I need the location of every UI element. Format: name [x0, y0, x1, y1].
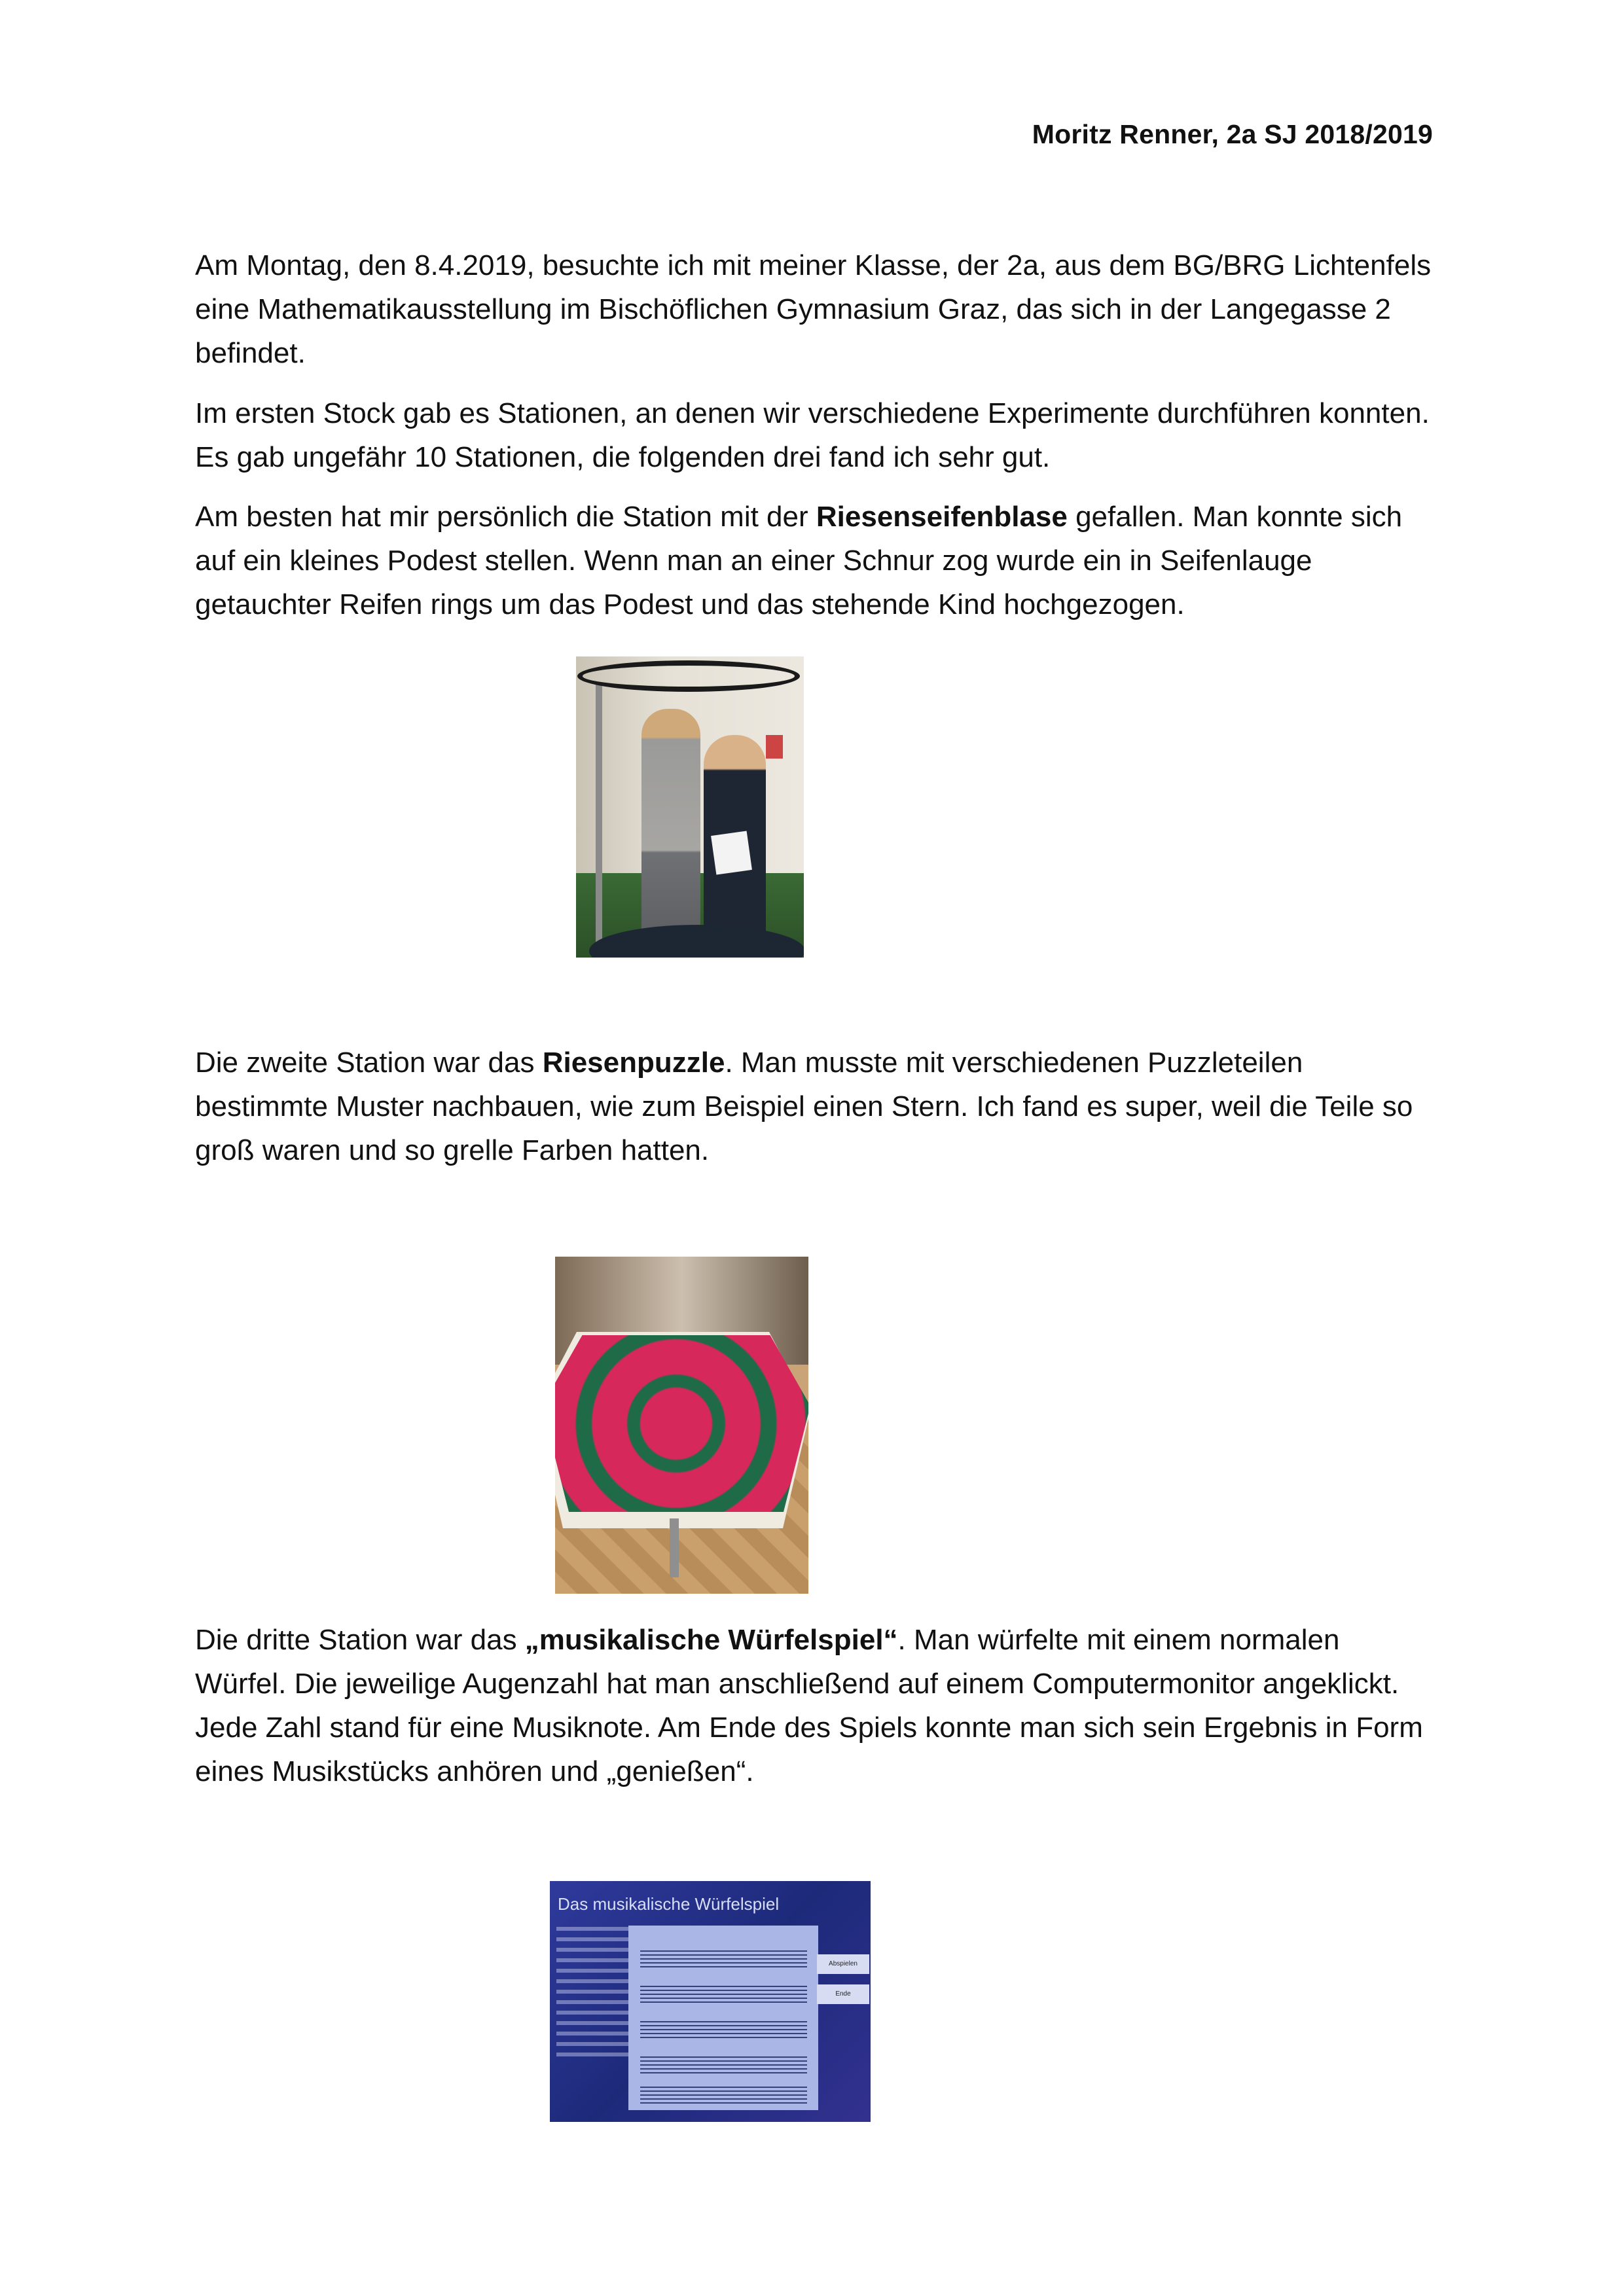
dice-game-term: „musikalische Würfelspiel“	[524, 1624, 898, 1656]
sheet-music	[628, 1926, 818, 2110]
dice-game-paragraph: Die dritte Station war das „musikalische Würfelspiel“. Man würfelte mit einem normalen Würfel. Die jeweilige Augenzahl hat man anschließend auf einem Computermonitor angeklickt. Jede Zahl stand für eine Musiknote. Am Ende des Spiels konnte man sich sein Ergebnis in Form eines Musikstücks anhören und „genießen“.	[195, 1624, 1423, 1787]
screen-play-button: Abspielen	[817, 1954, 869, 1974]
author-header: Moritz Renner, 2a SJ 2018/2019	[1032, 119, 1433, 149]
soap-bubble-term: Riesenseifenblase	[816, 501, 1068, 533]
giant-puzzle-photo	[555, 1257, 808, 1594]
screen-description	[556, 1927, 628, 2058]
screen-end-button: Ende	[817, 1984, 869, 2004]
stations-paragraph: Im ersten Stock gab es Stationen, an denen wir verschiedene Experimente durchführen konnten. Es gab ungefähr 10 Stationen, die folgenden drei fand ich sehr gut.	[195, 397, 1430, 473]
soap-bubble-paragraph: Am besten hat mir persönlich die Station mit der Riesenseifenblase gefallen. Man konnte sich auf ein kleines Podest stellen. Wenn man an einer Schnur zog wurde ein in Seifenlauge getauchter Reifen rings um das Podest und das stehende Kind hochgezogen.	[195, 501, 1403, 620]
intro-paragraph: Am Montag, den 8.4.2019, besuchte ich mit meiner Klasse, der 2a, aus dem BG/BRG Lichtenfels eine Mathematikausstellung im Bischöflichen Gymnasium Graz, das sich in der Langegasse 2 befindet.	[195, 249, 1432, 369]
soap-bubble-photo	[576, 656, 804, 958]
screen-title: Das musikalische Würfelspiel	[558, 1894, 780, 1914]
puzzle-term: Riesenpuzzle	[542, 1047, 725, 1079]
puzzle-paragraph: Die zweite Station war das Riesenpuzzle. Man musste mit verschiedenen Puzzleteilen bestimmte Muster nachbauen, wie zum Beispiel einen Stern. Ich fand es super, weil die Teile so groß waren und so grelle Farben hatten.	[195, 1047, 1413, 1166]
music-dice-game-photo	[550, 1881, 871, 2122]
